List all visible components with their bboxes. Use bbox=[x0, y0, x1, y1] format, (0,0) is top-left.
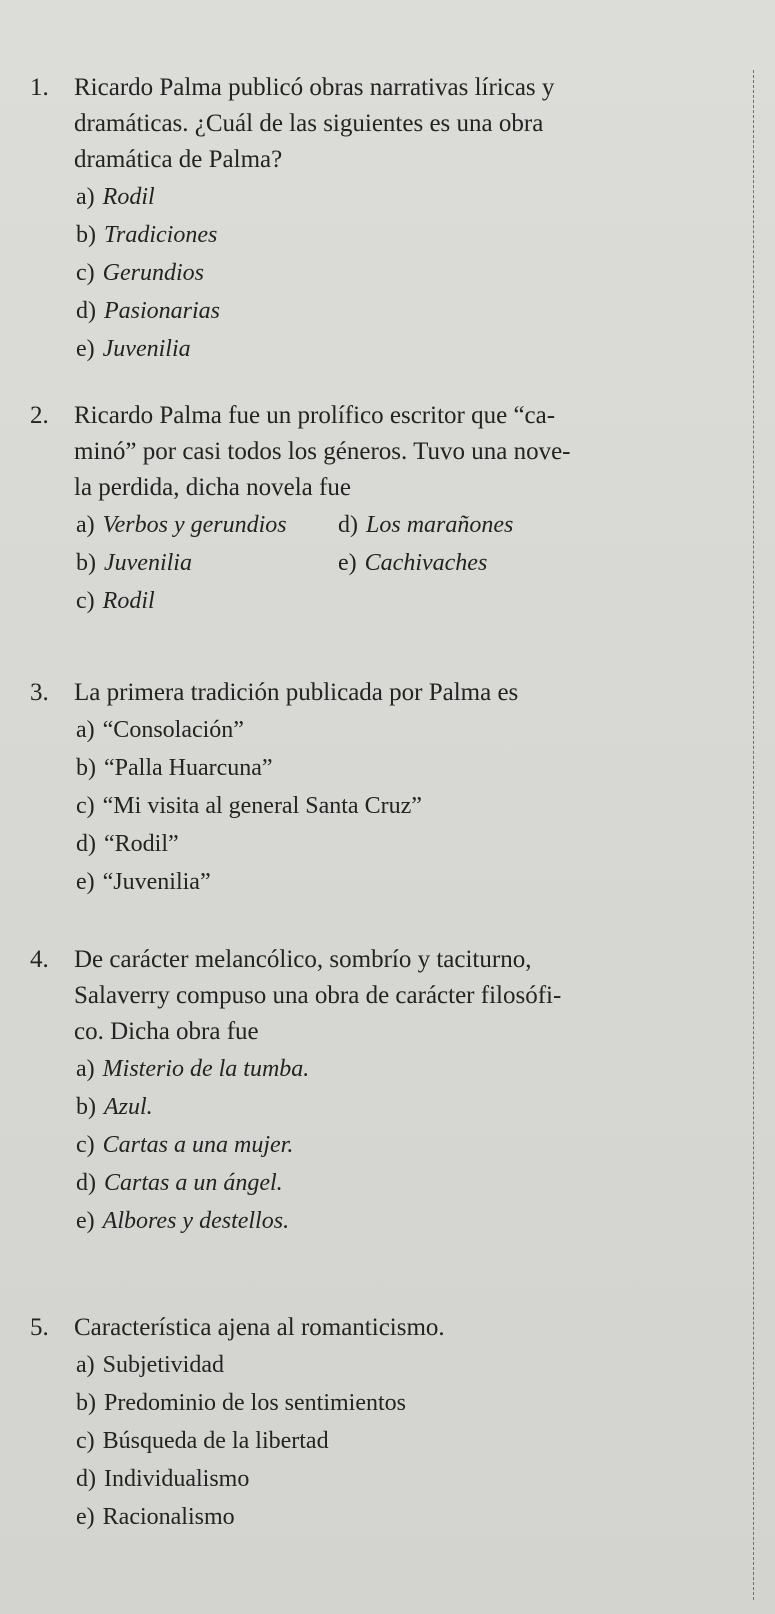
question-4 bbox=[30, 942, 735, 1240]
question-3 bbox=[30, 675, 735, 901]
question-5 bbox=[30, 1310, 735, 1536]
question-2-option-c[interactable]: c) Rodil bbox=[76, 588, 155, 614]
question-1-line-3: dramática de Palma? bbox=[74, 146, 283, 173]
question-1-option-d[interactable]: d) Pasionarias bbox=[76, 298, 221, 324]
question-1-option-e[interactable]: e) Juvenilia bbox=[76, 336, 191, 362]
question-2-options bbox=[30, 506, 735, 620]
page-edge-dashed-line bbox=[753, 70, 754, 1600]
question-5-option-b[interactable]: b) Predominio de los sentimientos bbox=[76, 1390, 406, 1416]
question-2-option-d[interactable]: d) Los marañones bbox=[338, 512, 514, 538]
question-1-line-2: dramáticas. ¿Cuál de las siguientes es una obra bbox=[74, 110, 544, 137]
question-2-number: 2. bbox=[30, 402, 49, 429]
question-3-option-c[interactable]: c) “Mi visita al general Santa Cruz” bbox=[76, 793, 422, 819]
question-5-option-d[interactable]: d) Individualismo bbox=[76, 1466, 250, 1492]
question-2-line-3: la perdida, dicha novela fue bbox=[74, 474, 351, 501]
question-4-option-e[interactable]: e) Albores y destellos. bbox=[76, 1208, 290, 1234]
question-5-option-a[interactable]: a) Subjetividad bbox=[76, 1352, 224, 1378]
question-2 bbox=[30, 398, 735, 620]
question-3-line-1: 3. La primera tradición publicada por Palma es bbox=[30, 675, 735, 711]
question-4-option-c[interactable]: c) Cartas a una mujer. bbox=[76, 1132, 294, 1158]
question-4-line-2: Salaverry compuso una obra de carácter filosófi- bbox=[74, 982, 562, 1009]
question-1-option-a[interactable]: a) Rodil bbox=[76, 184, 155, 210]
question-3-number: 3. bbox=[30, 679, 49, 706]
question-4-option-d[interactable]: d) Cartas a un ángel. bbox=[76, 1170, 283, 1196]
question-5-number: 5. bbox=[30, 1314, 49, 1341]
question-2-option-b[interactable]: b) Juvenilia bbox=[76, 550, 192, 576]
question-5-option-c[interactable]: c) Búsqueda de la libertad bbox=[76, 1428, 329, 1454]
question-1-line-1: 1. Ricardo Palma publicó obras narrativas líricas y bbox=[30, 70, 735, 106]
question-3-option-e[interactable]: e) “Juvenilia” bbox=[76, 869, 211, 895]
question-1-number: 1. bbox=[30, 74, 49, 101]
question-4-option-b[interactable]: b) Azul. bbox=[76, 1094, 153, 1120]
question-2-line-1: 2. Ricardo Palma fue un prolífico escritor que “ca- bbox=[30, 398, 735, 434]
question-4-option-a[interactable]: a) Misterio de la tumba. bbox=[76, 1056, 310, 1082]
question-1-option-b[interactable]: b) Tradiciones bbox=[76, 222, 218, 248]
question-4-line-3: co. Dicha obra fue bbox=[74, 1018, 259, 1045]
question-4-line-1: 4. De carácter melancólico, sombrío y taciturno, bbox=[30, 942, 735, 978]
question-2-option-e[interactable]: e) Cachivaches bbox=[338, 550, 488, 576]
question-2-option-a[interactable]: a) Verbos y gerundios bbox=[76, 512, 287, 538]
question-3-option-d[interactable]: d) “Rodil” bbox=[76, 831, 179, 857]
question-4-number: 4. bbox=[30, 946, 49, 973]
question-5-line-1: 5. Característica ajena al romanticismo. bbox=[30, 1310, 735, 1346]
question-2-line-2: minó” por casi todos los géneros. Tuvo una nove- bbox=[74, 438, 571, 465]
question-1-option-c[interactable]: c) Gerundios bbox=[76, 260, 204, 286]
question-3-option-b[interactable]: b) “Palla Huarcuna” bbox=[76, 755, 273, 781]
question-3-option-a[interactable]: a) “Consolación” bbox=[76, 717, 244, 743]
question-5-option-e[interactable]: e) Racionalismo bbox=[76, 1504, 235, 1530]
question-1 bbox=[30, 70, 735, 368]
